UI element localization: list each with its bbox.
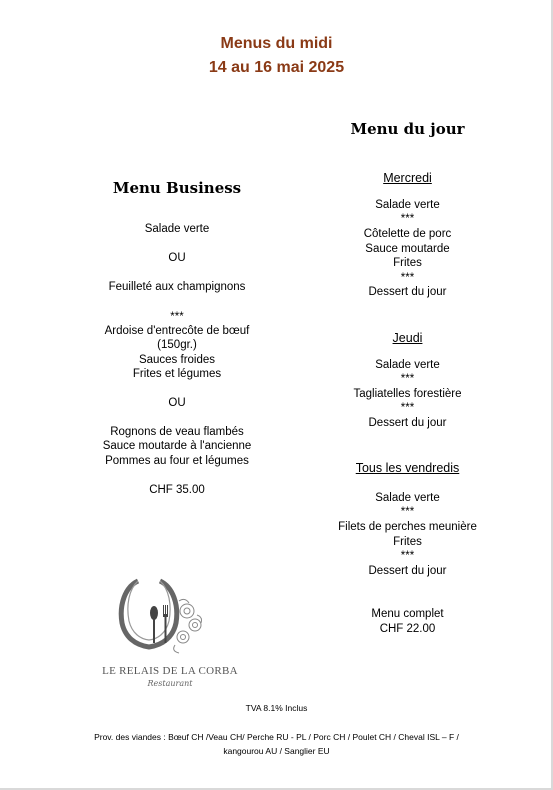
menu-line: *** bbox=[400, 402, 415, 414]
menu-business-price: CHF 35.00 bbox=[149, 484, 205, 496]
menu-line: Côtelette de porc bbox=[363, 228, 452, 240]
menu-line: OU bbox=[168, 397, 186, 409]
menu-line: *** bbox=[400, 373, 415, 385]
page-title: Menus du midi bbox=[220, 35, 333, 52]
page-dates: 14 au 16 mai 2025 bbox=[208, 59, 345, 76]
menu-line: Ardoise d'entrecôte de bœuf bbox=[104, 325, 250, 337]
menu-line: Sauce moutarde à l'ancienne bbox=[102, 440, 252, 452]
tva-note: TVA 8.1% Inclus bbox=[245, 703, 308, 713]
menu-line: Salade verte bbox=[375, 492, 440, 504]
menu-line: Rognons de veau flambés bbox=[110, 426, 244, 438]
logo-script: Restaurant bbox=[147, 679, 193, 688]
day-heading-mercredi: Mercredi bbox=[383, 171, 432, 185]
menu-line: Sauce moutarde bbox=[365, 243, 450, 255]
menu-line: Pommes au four et légumes bbox=[105, 455, 249, 467]
menu-line: Salade verte bbox=[375, 359, 440, 371]
logo-name: LE RELAIS DE LA CORBA bbox=[102, 665, 238, 677]
menu-line: OU bbox=[168, 252, 186, 264]
menu-line: Frites et légumes bbox=[132, 368, 222, 380]
menu-du-jour-title: Menu du jour bbox=[350, 120, 465, 138]
menu-line: Frites bbox=[393, 257, 422, 269]
menu-line: Feuilleté aux champignons bbox=[108, 281, 246, 293]
meat-provenance: Prov. des viandes : Bœuf CH /Veau CH/ Perche RU - PL / Porc CH / Poulet CH / Cheval ISL – F / bbox=[94, 732, 459, 742]
menu-business-title: Menu Business bbox=[112, 179, 242, 197]
menu-line: *** bbox=[400, 506, 415, 518]
menu-line: Salade verte bbox=[144, 223, 210, 235]
menu-complet-label: Menu complet bbox=[371, 608, 444, 620]
menu-line: Filets de perches meunière bbox=[338, 521, 477, 533]
day-heading-jeudi: Jeudi bbox=[392, 331, 423, 345]
menu-line: Salade verte bbox=[375, 199, 440, 211]
menu-line: Frites bbox=[393, 536, 422, 548]
menu-line: Tagliatelles forestière bbox=[353, 388, 462, 400]
restaurant-logo bbox=[95, 575, 245, 700]
menu-line: *** bbox=[400, 213, 415, 225]
menu-line: (150gr.) bbox=[157, 339, 197, 351]
menu-line: *** bbox=[400, 272, 415, 284]
meat-provenance: kangourou AU / Sanglier EU bbox=[223, 746, 330, 756]
menu-line: *** bbox=[170, 311, 184, 323]
menu-complet-price: CHF 22.00 bbox=[379, 623, 436, 635]
menu-line: Dessert du jour bbox=[368, 286, 447, 298]
menu-line: Sauces froides bbox=[138, 354, 216, 366]
menu-line: Dessert du jour bbox=[368, 565, 447, 577]
day-heading-vendredi: Tous les vendredis bbox=[355, 461, 460, 475]
menu-line: Dessert du jour bbox=[368, 417, 447, 429]
menu-line: *** bbox=[400, 550, 415, 562]
